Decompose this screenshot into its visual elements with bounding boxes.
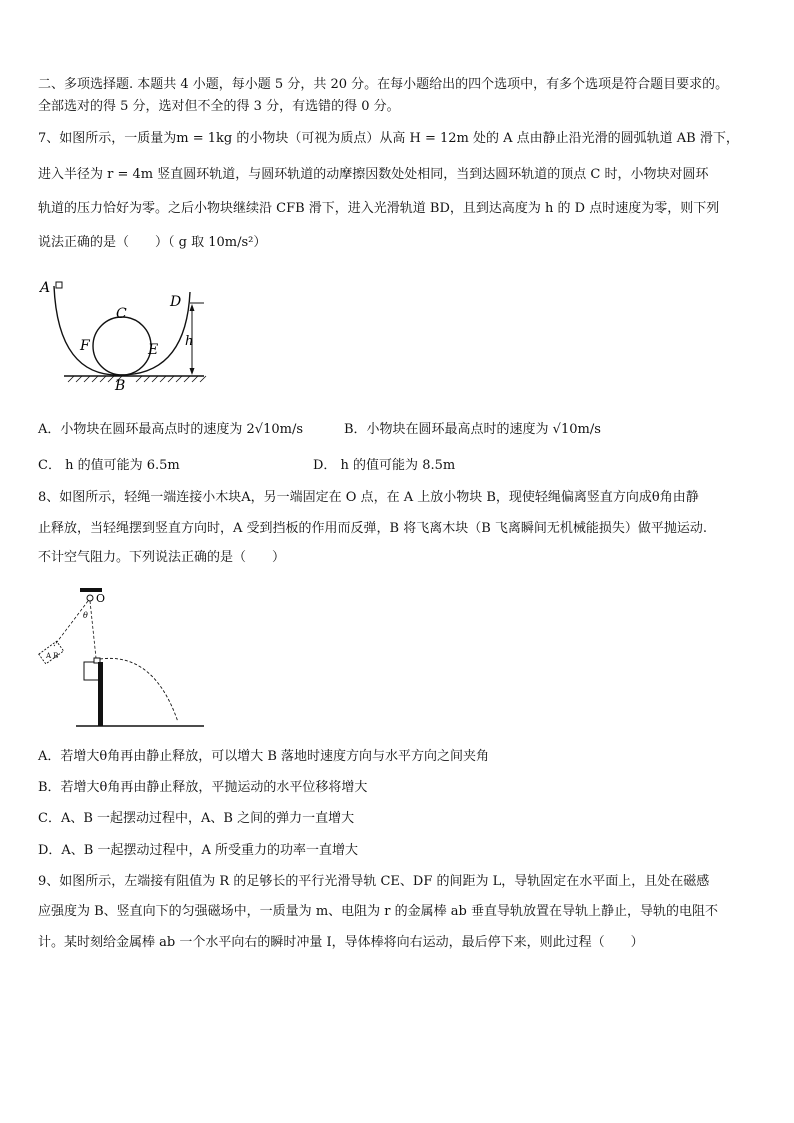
q8-option-a: A．若增大θ角再由静止释放，可以增大 B 落地时速度方向与水平方向之间夹角 — [38, 749, 490, 764]
q8-stem-line3: 不计空气阻力。下列说法正确的是（ ） — [38, 550, 286, 565]
q8-option-c: C．A、B 一起摆动过程中，A、B 之间的弹力一直增大 — [38, 811, 355, 826]
q8-label-AB: A B — [46, 652, 59, 660]
q8-option-b: B．若增大θ角再由静止释放，平抛运动的水平位移将增大 — [38, 780, 368, 795]
q9-stem-line1: 9、如图所示，左端接有阻值为 R 的足够长的平行光滑导轨 CE、DF 的间距为 L，导轨固定在水平面上，且处在磁感 — [38, 874, 710, 889]
q7-stem-line1: 7、如图所示，一质量为m = 1kg 的小物块（可视为质点）从高 H = 12m 处的 A 点由静止沿光滑的圆弧轨道 AB 滑下， — [38, 131, 739, 146]
q7-label-B: B — [115, 378, 126, 392]
q7-label-E: E — [148, 342, 159, 358]
q7-option-d: D． h 的值可能为 8.5m — [313, 458, 456, 473]
q8-option-d: D．A、B 一起摆动过程中，A 所受重力的功率一直增大 — [38, 843, 359, 858]
q8-label-O: O — [96, 592, 106, 605]
q8-pendulum-figure — [36, 586, 206, 731]
q7-stem-line4: 说法正确的是（ ）（ g 取 10m/s²） — [38, 235, 267, 250]
q7-stem-line2: 进入半径为 r = 4m 竖直圆环轨道，与圆环轨道的动摩擦因数处处相同，当到达圆环轨道的顶点 C 时，小物块对圆环 — [38, 167, 709, 182]
q7-label-D: D — [170, 294, 182, 310]
q7-option-a: A．小物块在圆环最高点时的速度为 2√10m/s — [38, 422, 303, 437]
q9-stem-line2: 应强度为 B、竖直向下的匀强磁场中，一质量为 m、电阻为 r 的金属棒 ab 垂直导轨放置在导轨上静止，导轨的电阻不 — [38, 904, 718, 919]
q7-label-F: F — [80, 338, 90, 354]
q7-label-C: C — [116, 306, 127, 322]
q7-label-h: h — [185, 334, 194, 349]
q8-label-theta: θ — [83, 611, 88, 620]
q7-label-A: A — [40, 280, 51, 296]
q9-stem-line3: 计。某时刻给金属棒 ab 一个水平向右的瞬时冲量 I，导体棒将向右运动，最后停下来，则此过程（ ） — [38, 935, 644, 950]
q7-option-b: B．小物块在圆环最高点时的速度为 √10m/s — [344, 422, 601, 437]
section-heading-line2: 全部选对的得 5 分，选对但不全的得 3 分，有选错的得 0 分。 — [38, 99, 400, 114]
q7-loop-track-figure — [36, 272, 216, 392]
q8-stem-line1: 8、如图所示，轻绳一端连接小木块A，另一端固定在 O 点，在 A 上放小物块 B，现使轻绳偏离竖直方向成θ角由静 — [38, 490, 699, 505]
q8-stem-line2: 止释放，当轻绳摆到竖直方向时，A 受到挡板的作用而反弹，B 将飞离木块（B 飞离瞬间无机械能损失）做平抛运动. — [38, 521, 708, 536]
section-heading-line1: 二、多项选择题. 本题共 4 小题，每小题 5 分，共 20 分。在每小题给出的四个选项中，有多个选项是符合题目要求的。 — [38, 77, 729, 92]
q7-stem-line3: 轨道的压力恰好为零。之后小物块继续沿 CFB 滑下，进入光滑轨道 BD，且到达高度为 h 的 D 点时速度为零，则下列 — [38, 201, 720, 216]
q7-option-c: C． h 的值可能为 6.5m — [38, 458, 180, 473]
